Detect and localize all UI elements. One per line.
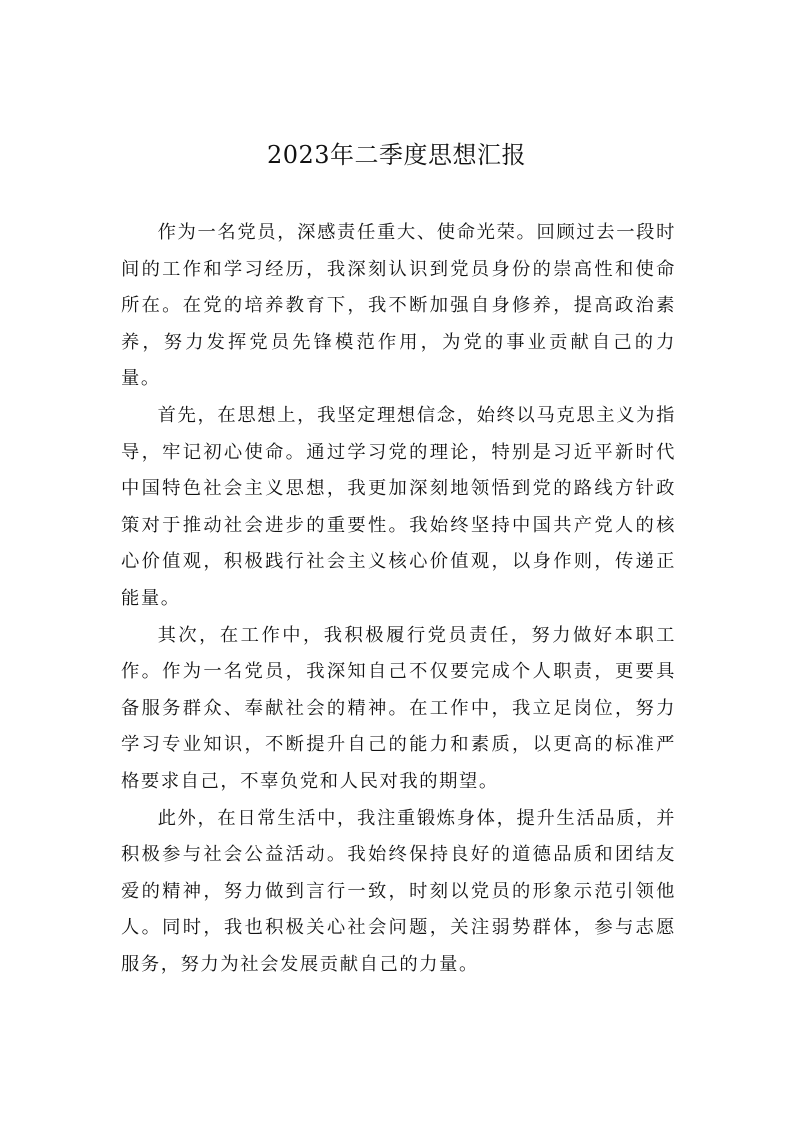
document-body [121, 215, 676, 983]
paragraph-intro: 作为一名党员，深感责任重大、使命光荣。回顾过去一段时间的工作和学习经历，我深刻认识到党员身份的崇高性和使命所在。在党的培养教育下，我不断加强自身修养，提高政治素养，努力发挥党员先锋模范作用，为党的事业贡献自己的力量。 [121, 222, 676, 390]
paragraph-ideology: 首先，在思想上，我坚定理想信念，始终以马克思主义为指导，牢记初心使命。通过学习党的理论，特别是习近平新时代中国特色社会主义思想，我更加深刻地领悟到党的路线方针政策对于推动社会进步的重要性。我始终坚持中国共产党人的核心价值观，积极践行社会主义核心价值观，以身作则，传递正能量。 [121, 404, 676, 609]
paragraph-daily-life: 此外，在日常生活中，我注重锻炼身体，提升生活品质，并积极参与社会公益活动。我始终保持良好的道德品质和团结友爱的精神，努力做到言行一致，时刻以党员的形象示范引领他人。同时，我也积极关心社会问题，关注弱势群体，参与志愿服务，努力为社会发展贡献自己的力量。 [121, 807, 676, 975]
paragraph-work: 其次，在工作中，我积极履行党员责任，努力做好本职工作。作为一名党员，我深知自己不仅要完成个人职责，更要具备服务群众、奉献社会的精神。在工作中，我立足岗位，努力学习专业知识，不断提升自己的能力和素质，以更高的标准严格要求自己，不辜负党和人民对我的期望。 [121, 624, 676, 792]
document-title: 2023年二季度思想汇报 [266, 141, 527, 169]
